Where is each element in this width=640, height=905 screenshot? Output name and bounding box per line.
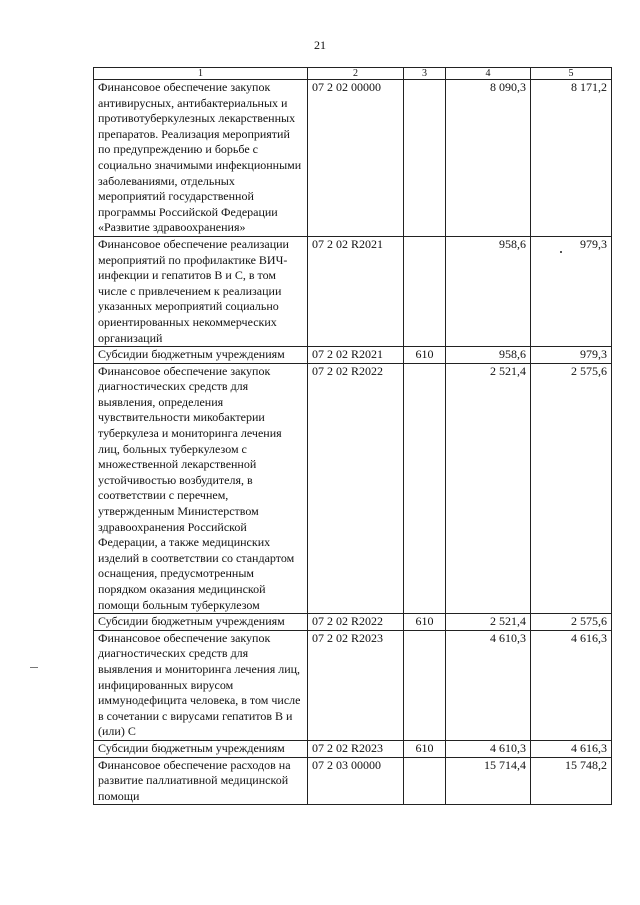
row-name: Финансовое обеспечение закупок антивирусных, антибактериальных и противотуберкулезных лекарственных препаратов. Реализация мероприятий по предупреждению и борьбе с социально значимыми инфекционными заболеваниями, отдельных мероприятий государственной программы Российской Федерации «Развитие здравоохранения» (94, 80, 308, 237)
row-name: Субсидии бюджетным учреждениям (94, 614, 308, 631)
table-row (94, 630, 612, 740)
row-expense-type (404, 757, 446, 805)
row-value-col-5: 4 616,3 (531, 740, 612, 757)
scan-margin-mark (30, 667, 38, 668)
row-expense-type (404, 236, 446, 346)
row-code: 07 2 02 R2022 (308, 614, 404, 631)
row-value-col-5: 8 171,2 (531, 80, 612, 237)
row-code: 07 2 02 00000 (308, 80, 404, 237)
row-value-col-5: 4 616,3 (531, 630, 612, 740)
row-expense-type: 610 (404, 740, 446, 757)
row-value-col-5: 979,3 (531, 347, 612, 364)
scan-speck (560, 251, 562, 253)
row-code: 07 2 02 R2022 (308, 363, 404, 614)
header-col-4: 4 (446, 68, 531, 80)
row-value-col-4: 15 714,4 (446, 757, 531, 805)
row-code: 07 2 03 00000 (308, 757, 404, 805)
table-row (94, 740, 612, 757)
row-name: Финансовое обеспечение закупок диагностических средств для выявления, определения чувствительности микобактерии туберкулеза и мониторинга лечения лиц, больных туберкулезом с множественной лекарственной устойчивостью возбудителя, в соответствии с перечнем, утвержденным Министерством здравоохранения Российской Федерации, а также медицинских изделий в соответствии со стандартом оснащения, предусмотренным порядком оказания медицинской помощи больным туберкулезом (94, 363, 308, 614)
row-value-col-5: 15 748,2 (531, 757, 612, 805)
row-value-col-4: 958,6 (446, 236, 531, 346)
header-col-2: 2 (308, 68, 404, 80)
row-expense-type (404, 363, 446, 614)
header-col-5: 5 (531, 68, 612, 80)
row-code: 07 2 02 R2023 (308, 630, 404, 740)
table-row (94, 347, 612, 364)
row-name: Финансовое обеспечение расходов на развитие паллиативной медицинской помощи (94, 757, 308, 805)
row-value-col-4: 2 521,4 (446, 363, 531, 614)
table-row (94, 236, 612, 346)
budget-table (93, 67, 612, 805)
table-row (94, 614, 612, 631)
header-col-1: 1 (94, 68, 308, 80)
row-name: Финансовое обеспечение реализации мероприятий по профилактике ВИЧ-инфекции и гепатитов В и С, в том числе с привлечением к реализации указанных мероприятий социально ориентированных некоммерческих организаций (94, 236, 308, 346)
page-number: 21 (314, 38, 326, 52)
row-expense-type (404, 630, 446, 740)
row-value-col-4: 958,6 (446, 347, 531, 364)
row-value-col-4: 4 610,3 (446, 740, 531, 757)
row-value-col-4: 2 521,4 (446, 614, 531, 631)
row-code: 07 2 02 R2021 (308, 347, 404, 364)
row-value-col-5: 2 575,6 (531, 363, 612, 614)
row-code: 07 2 02 R2021 (308, 236, 404, 346)
row-expense-type (404, 80, 446, 237)
row-name: Субсидии бюджетным учреждениям (94, 347, 308, 364)
table-row (94, 757, 612, 805)
row-name: Финансовое обеспечение закупок диагностических средств для выявления и мониторинга лечения лиц, инфицированных вирусом иммунодефицита человека, в том числе в сочетании с вирусами гепатитов В и (или) С (94, 630, 308, 740)
row-name: Субсидии бюджетным учреждениям (94, 740, 308, 757)
table-row (94, 363, 612, 614)
header-row (94, 68, 612, 80)
row-value-col-5: 2 575,6 (531, 614, 612, 631)
row-expense-type: 610 (404, 614, 446, 631)
row-code: 07 2 02 R2023 (308, 740, 404, 757)
header-col-3: 3 (404, 68, 446, 80)
row-value-col-4: 4 610,3 (446, 630, 531, 740)
row-value-col-5: 979,3 (531, 236, 612, 346)
row-expense-type: 610 (404, 347, 446, 364)
table-row (94, 80, 612, 237)
row-value-col-4: 8 090,3 (446, 80, 531, 237)
